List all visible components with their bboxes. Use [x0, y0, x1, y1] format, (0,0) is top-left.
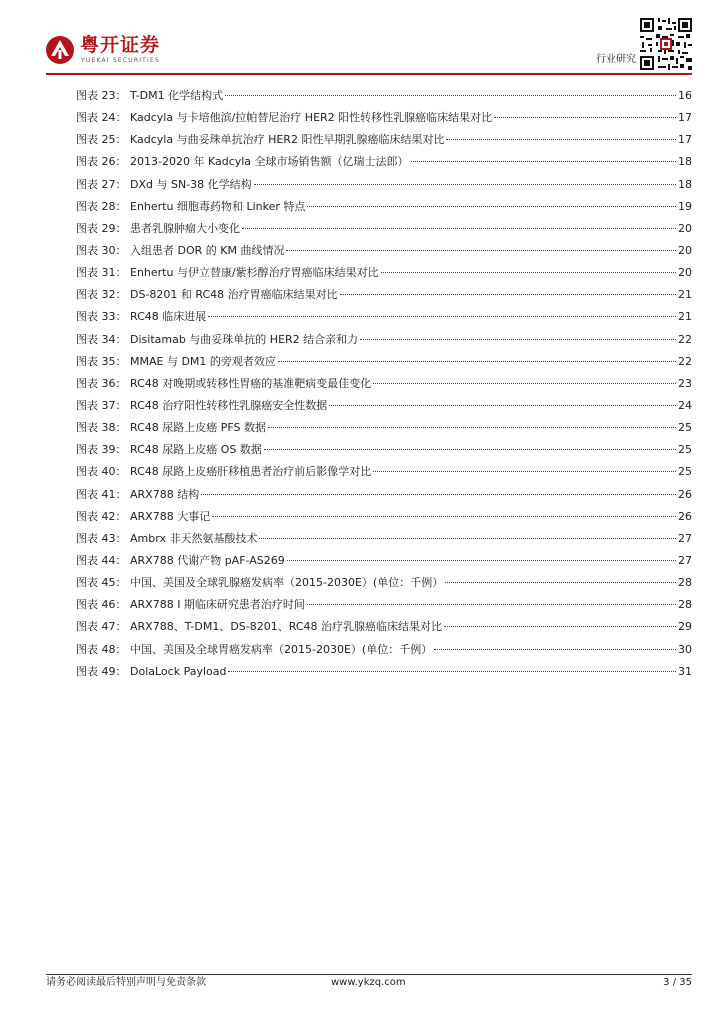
toc-entry[interactable]: [76, 240, 692, 262]
toc-page-number[interactable]: 25: [678, 421, 692, 435]
toc-dot-leader: [228, 670, 676, 672]
toc-figure-number: 图表 29：: [76, 221, 127, 235]
toc-page-number[interactable]: 21: [678, 310, 692, 324]
toc-dot-leader: [254, 183, 676, 185]
toc-figure-number: 图表 41：: [76, 487, 127, 501]
toc-figure-number: 图表 31：: [76, 266, 127, 280]
toc-page-number[interactable]: 27: [678, 553, 692, 567]
header-divider: [46, 73, 692, 75]
toc-figure-title[interactable]: RC48 尿路上皮癌 PFS 数据: [130, 421, 267, 435]
toc-dot-leader: [494, 116, 676, 118]
toc-dot-leader: [212, 515, 676, 517]
toc-page-number[interactable]: 26: [678, 487, 692, 501]
toc-dot-leader: [434, 648, 676, 650]
toc-entry[interactable]: [76, 373, 692, 395]
toc-figure-title[interactable]: Kadcyla 与曲妥珠单抗治疗 HER2 阳性早期乳腺癌临床结果对比: [130, 133, 445, 147]
toc-entry[interactable]: [76, 262, 692, 284]
toc-dot-leader: [307, 603, 676, 605]
toc-page-number[interactable]: 20: [678, 221, 692, 235]
toc-dot-leader: [381, 271, 676, 273]
toc-dot-leader: [259, 537, 676, 539]
toc-page-number[interactable]: 22: [678, 332, 692, 346]
toc-page-number[interactable]: 25: [678, 443, 692, 457]
toc-page-number[interactable]: 28: [678, 598, 692, 612]
toc-figure-title[interactable]: ARX788 代谢产物 pAF-AS269: [130, 553, 285, 567]
toc-page-number[interactable]: 22: [678, 354, 692, 368]
toc-page-number[interactable]: 29: [678, 620, 692, 634]
toc-dot-leader: [445, 581, 676, 583]
report-type-label: 行业研究: [596, 54, 636, 65]
toc-figure-number: 图表 36：: [76, 376, 127, 390]
toc-figure-number: 图表 42：: [76, 509, 127, 523]
toc-entry[interactable]: [76, 661, 692, 683]
toc-dot-leader: [225, 94, 676, 96]
toc-page-number[interactable]: 21: [678, 288, 692, 302]
toc-figure-number: 图表 46：: [76, 598, 127, 612]
figure-list: [76, 85, 692, 683]
toc-figure-number: 图表 49：: [76, 664, 127, 678]
toc-page-number[interactable]: 20: [678, 243, 692, 257]
toc-figure-title[interactable]: RC48 尿路上皮癌肝移植患者治疗前后影像学对比: [130, 465, 372, 479]
toc-figure-title[interactable]: Enhertu 细胞毒药物和 Linker 特点: [130, 199, 306, 213]
toc-figure-title[interactable]: MMAE 与 DM1 的旁观者效应: [130, 354, 276, 368]
toc-entry[interactable]: [76, 528, 692, 550]
toc-figure-title[interactable]: 中国、美国及全球胃癌发病率（2015-2030E）(单位：千例）: [130, 642, 433, 656]
toc-entry[interactable]: [76, 218, 692, 240]
toc-dot-leader: [446, 138, 676, 140]
toc-figure-title[interactable]: RC48 临床进展: [130, 310, 207, 324]
footer-website: www.ykzq.com: [331, 977, 406, 988]
toc-page-number[interactable]: 16: [678, 89, 692, 102]
toc-dot-leader: [208, 315, 676, 317]
toc-dot-leader: [373, 382, 676, 384]
toc-figure-title[interactable]: ARX788 I 期临床研究患者治疗时间: [130, 598, 305, 612]
toc-figure-title[interactable]: T-DM1 化学结构式: [130, 89, 224, 102]
toc-page-number[interactable]: 23: [678, 376, 692, 390]
toc-figure-title[interactable]: RC48 治疗阳性转移性乳腺癌安全性数据: [130, 398, 328, 412]
toc-page-number[interactable]: 25: [678, 465, 692, 479]
toc-dot-leader: [307, 205, 676, 207]
toc-figure-title[interactable]: RC48 尿路上皮癌 OS 数据: [130, 443, 262, 457]
toc-figure-title[interactable]: RC48 对晚期或转移性胃癌的基准靶病变最佳变化: [130, 376, 372, 390]
toc-dot-leader: [268, 426, 676, 428]
toc-page-number[interactable]: 17: [678, 111, 692, 125]
toc-page-number[interactable]: 18: [678, 155, 692, 169]
toc-entry[interactable]: [76, 439, 692, 461]
page-header: [0, 0, 724, 80]
toc-page-number[interactable]: 26: [678, 509, 692, 523]
toc-figure-number: 图表 38：: [76, 421, 127, 435]
toc-figure-number: 图表 37：: [76, 398, 127, 412]
toc-entry[interactable]: [76, 85, 692, 107]
toc-entry[interactable]: [76, 417, 692, 439]
toc-entry[interactable]: [76, 129, 692, 151]
toc-entry[interactable]: [76, 594, 692, 616]
toc-dot-leader: [329, 404, 676, 406]
toc-entry[interactable]: [76, 306, 692, 328]
toc-entry[interactable]: [76, 284, 692, 306]
toc-figure-title[interactable]: 入组患者 DOR 的 KM 曲线情况: [130, 243, 285, 257]
toc-figure-number: 图表 27：: [76, 177, 127, 191]
toc-page-number[interactable]: 18: [678, 177, 692, 191]
toc-page-number[interactable]: 20: [678, 266, 692, 280]
logo-chinese-name: 粤开证券: [80, 34, 161, 56]
toc-figure-title[interactable]: Disitamab 与曲妥珠单抗的 HER2 结合亲和力: [130, 332, 359, 346]
toc-dot-leader: [360, 338, 676, 340]
toc-dot-leader: [411, 160, 676, 162]
footer-divider: [46, 974, 692, 975]
toc-dot-leader: [340, 293, 676, 295]
toc-page-number[interactable]: 27: [678, 531, 692, 545]
toc-entry[interactable]: [76, 351, 692, 373]
toc-dot-leader: [278, 360, 676, 362]
page-number: 3 / 35: [663, 977, 692, 988]
toc-page-number[interactable]: 17: [678, 133, 692, 147]
toc-figure-number: 图表 43：: [76, 531, 127, 545]
toc-entry[interactable]: [76, 572, 692, 594]
toc-figure-title[interactable]: ARX788 结构: [130, 487, 200, 501]
toc-figure-title[interactable]: 中国、美国及全球乳腺癌发病率（2015-2030E）(单位：千例）: [130, 576, 444, 590]
toc-page-number[interactable]: 19: [678, 199, 692, 213]
toc-page-number[interactable]: 24: [678, 398, 692, 412]
toc-figure-number: 图表 34：: [76, 332, 127, 346]
toc-entry[interactable]: [76, 174, 692, 196]
toc-figure-title[interactable]: 2013-2020 年 Kadcyla 全球市场销售额（亿瑞士法郎）: [130, 155, 409, 169]
toc-dot-leader: [287, 559, 676, 561]
toc-figure-number: 图表 48：: [76, 642, 127, 656]
toc-figure-number: 图表 39：: [76, 443, 127, 457]
toc-page-number[interactable]: 28: [678, 576, 692, 590]
toc-entry[interactable]: [76, 107, 692, 129]
toc-dot-leader: [264, 448, 676, 450]
toc-dot-leader: [286, 249, 676, 251]
toc-figure-number: 图表 44：: [76, 553, 127, 567]
toc-entry[interactable]: [76, 329, 692, 351]
toc-entry[interactable]: [76, 506, 692, 528]
toc-figure-title[interactable]: DXd 与 SN-38 化学结构: [130, 177, 252, 191]
toc-entry[interactable]: [76, 639, 692, 661]
toc-entry[interactable]: [76, 151, 692, 173]
toc-figure-title[interactable]: ARX788 大事记: [130, 509, 211, 523]
qr-code-icon: [640, 18, 692, 70]
toc-figure-title[interactable]: 患者乳腺肿瘤大小变化: [130, 221, 240, 235]
toc-dot-leader: [242, 227, 676, 229]
toc-figure-number: 图表 25：: [76, 133, 127, 147]
toc-page-number[interactable]: 31: [678, 664, 692, 678]
toc-figure-title[interactable]: Kadcyla 与卡培他滨/拉帕替尼治疗 HER2 阳性转移性乳腺癌临床结果对比: [130, 111, 493, 125]
toc-entry[interactable]: [76, 616, 692, 638]
toc-figure-title[interactable]: DolaLock Payload: [130, 664, 227, 678]
logo-english-name: YUEKAI SECURITIES: [81, 57, 161, 64]
toc-figure-title[interactable]: DS-8201 和 RC48 治疗胃癌临床结果对比: [130, 288, 338, 302]
toc-figure-number: 图表 23：: [76, 89, 127, 102]
toc-figure-title[interactable]: Ambrx 非天然氨基酸技术: [130, 531, 258, 545]
toc-entry[interactable]: [76, 461, 692, 483]
toc-figure-number: 图表 45：: [76, 576, 127, 590]
toc-entry[interactable]: [76, 550, 692, 572]
toc-figure-title[interactable]: ARX788、T-DM1、DS-8201、RC48 治疗乳腺癌临床结果对比: [130, 620, 443, 634]
toc-figure-number: 图表 28：: [76, 199, 127, 213]
toc-entry[interactable]: [76, 395, 692, 417]
toc-figure-number: 图表 35：: [76, 354, 127, 368]
toc-figure-number: 图表 40：: [76, 465, 127, 479]
toc-figure-number: 图表 26：: [76, 155, 127, 169]
toc-figure-number: 图表 32：: [76, 288, 127, 302]
toc-entry[interactable]: [76, 196, 692, 218]
company-logo: [44, 32, 214, 72]
toc-dot-leader: [373, 470, 676, 472]
footer-disclaimer: 请务必阅读最后特别声明与免责条款: [46, 977, 206, 988]
toc-dot-leader: [444, 625, 676, 627]
yuekai-logo-icon: [44, 34, 76, 66]
toc-page-number[interactable]: 30: [678, 642, 692, 656]
toc-figure-number: 图表 24：: [76, 111, 127, 125]
toc-figure-title[interactable]: Enhertu 与伊立替康/紫杉醇治疗胃癌临床结果对比: [130, 266, 379, 280]
toc-entry[interactable]: [76, 484, 692, 506]
toc-figure-number: 图表 30：: [76, 243, 127, 257]
toc-figure-number: 图表 33：: [76, 310, 127, 324]
toc-dot-leader: [201, 493, 676, 495]
toc-figure-number: 图表 47：: [76, 620, 127, 634]
